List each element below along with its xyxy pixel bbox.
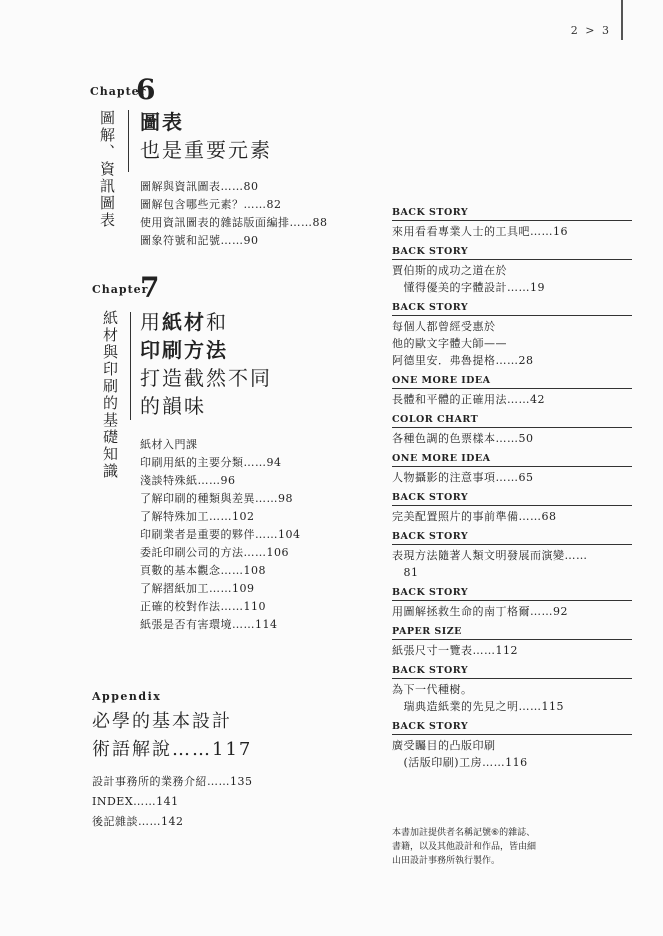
toc-item[interactable]: 使用資訊圖表的雜誌版面編排……88: [140, 216, 328, 229]
sidebar-entry-rule: [392, 427, 632, 428]
chapter7-headline: [140, 308, 272, 420]
sidebar-entry-label: BACK STORY: [392, 207, 469, 218]
chapter7-divider: [130, 312, 131, 420]
toc-item[interactable]: 了解特殊加工……102: [140, 510, 255, 523]
sidebar-entry-label: COLOR CHART: [392, 414, 479, 425]
sidebar-entry-rule: [392, 259, 632, 260]
sidebar-entry-text: 人物攝影的注意事項……65: [392, 471, 534, 484]
toc-item[interactable]: 了解印刷的種類與差異……98: [140, 492, 293, 505]
toc-item[interactable]: 印刷業者是重要的夥伴……104: [140, 528, 301, 541]
toc-item[interactable]: 紙張是否有害環境……114: [140, 618, 278, 631]
chapter6-side-title: 圖解、資訊圖表: [98, 110, 116, 229]
toc-item[interactable]: 頁數的基本觀念……108: [140, 564, 266, 577]
sidebar-entry-rule: [392, 678, 632, 679]
sidebar-entry-rule: [392, 734, 632, 735]
sidebar-entry-text: 長體和平體的正確用法……42: [392, 393, 545, 406]
appendix-toc: [92, 772, 253, 832]
sidebar-entry-text: 用圖解拯救生命的南丁格爾……92: [392, 605, 568, 618]
toc-item[interactable]: 後記雜談……142: [92, 815, 184, 828]
sidebar-entry-rule: [392, 220, 632, 221]
chapter6-toc: [140, 178, 328, 250]
sidebar-entry-rule: [392, 466, 632, 467]
appendix-title-line1: 必學的基本設計: [92, 711, 232, 732]
chapter7-headline-bold2: 印刷方法: [140, 338, 228, 362]
toc-item[interactable]: 圖解與資訊圖表……80: [140, 180, 259, 193]
sidebar-entry-text: 表現方法隨著人類文明發展而演變……: [392, 549, 588, 562]
sidebar-entry-label: BACK STORY: [392, 246, 469, 257]
sidebar-entry-text: 瑞典造紙業的先見之明……115: [392, 700, 564, 713]
sidebar-entry[interactable]: [392, 665, 642, 715]
sidebar-entry[interactable]: [392, 721, 642, 771]
sidebar-entry[interactable]: [392, 587, 642, 620]
sidebar-entry-label: ONE MORE IDEA: [392, 453, 491, 464]
chapter7-toc: [140, 436, 301, 634]
sidebar-entry-text: 各種色調的色票樣本……50: [392, 432, 534, 445]
sidebar-entry-rule: [392, 388, 632, 389]
sidebar-entry-label: BACK STORY: [392, 587, 469, 598]
sidebar-entry-text: 他的歐文字體大師——: [392, 337, 507, 350]
sidebar-entry-label: BACK STORY: [392, 531, 469, 542]
sidebar-entry-text: 阿德里安．弗魯提格……28: [392, 354, 534, 367]
toc-item[interactable]: 印刷用紙的主要分類……94: [140, 456, 282, 469]
chapter6-label: Chapter: [90, 85, 147, 98]
toc-item[interactable]: 紙材入門課: [140, 438, 198, 451]
sidebar-entry-label: BACK STORY: [392, 302, 469, 313]
sidebar-entry-rule: [392, 544, 632, 545]
sidebar-entry-rule: [392, 639, 632, 640]
chapter7-label: Chapter: [92, 283, 149, 296]
toc-item[interactable]: 委託印刷公司的方法……106: [140, 546, 289, 559]
appendix-title-line2: 術語解說……117: [92, 739, 253, 760]
sidebar-entry[interactable]: [392, 453, 642, 486]
appendix-label: Appendix: [92, 690, 162, 703]
sidebar-entry-text: 來用看看專業人士的工具吧……16: [392, 225, 568, 238]
toc-item[interactable]: 淺談特殊紙……96: [140, 474, 236, 487]
page-number: 2 > 3: [570, 24, 611, 37]
page-edge-bar: [621, 0, 623, 40]
sidebar-entry-text: 81: [392, 566, 419, 579]
chapter6-headline-bold: 圖表: [140, 110, 184, 134]
chapter7-headline-bold1: 紙材: [162, 310, 206, 334]
chapter7-side-title: 紙材與印刷的基礎知識: [101, 310, 119, 480]
sidebar-entry[interactable]: [392, 302, 642, 369]
sidebar-entry-text: 完美配置照片的事前準備……68: [392, 510, 557, 523]
footnote: [392, 826, 536, 868]
sidebar-entry-rule: [392, 315, 632, 316]
appendix-title: [92, 708, 252, 764]
sidebar-entry-label: BACK STORY: [392, 721, 469, 732]
sidebar-entry-label: ONE MORE IDEA: [392, 375, 491, 386]
sidebar-entry-rule: [392, 600, 632, 601]
sidebar-entry[interactable]: [392, 207, 642, 240]
sidebar-entry[interactable]: [392, 531, 642, 581]
chapter7-headline-post1: 和: [206, 310, 228, 334]
toc-item[interactable]: 了解摺紙加工……109: [140, 582, 255, 595]
sidebar-entry-text: 紙張尺寸一覽表……112: [392, 644, 518, 657]
sidebar-entry-label: BACK STORY: [392, 492, 469, 503]
footnote-line: 書籍，以及其他設計和作品，皆由細: [392, 842, 537, 852]
sidebar-entry[interactable]: [392, 375, 642, 408]
chapter6-headline-line2: 也是重要元素: [140, 138, 272, 162]
sidebar-entry-rule: [392, 505, 632, 506]
sidebar-entry[interactable]: [392, 626, 642, 659]
sidebar-list: [392, 207, 642, 777]
footnote-line: 山田設計事務所執行製作。: [392, 856, 501, 866]
toc-item[interactable]: INDEX……141: [92, 795, 179, 808]
sidebar-entry[interactable]: [392, 246, 642, 296]
sidebar-entry[interactable]: [392, 414, 642, 447]
chapter6-headline: [140, 108, 272, 164]
chapter7-headline-line4: 的韻味: [140, 394, 206, 418]
chapter7-headline-line3: 打造截然不同: [140, 366, 272, 390]
toc-item[interactable]: 圖解包含哪些元素？……82: [140, 198, 282, 211]
sidebar-entry-label: PAPER SIZE: [392, 626, 462, 637]
footnote-line: 本書加註提供者名稱記號⑥的雜誌、: [392, 828, 536, 838]
toc-item[interactable]: 正確的校對作法……110: [140, 600, 266, 613]
sidebar-entry-text: 懂得優美的字體設計……19: [392, 281, 545, 294]
sidebar-entry-text: 賈伯斯的成功之道在於: [392, 264, 507, 277]
toc-item[interactable]: 圖象符號和記號……90: [140, 234, 259, 247]
sidebar-entry-text: 每個人都曾經受惠於: [392, 320, 496, 333]
sidebar-entry-text: 廣受矚目的凸版印刷: [392, 739, 496, 752]
chapter7-headline-pre: 用: [140, 310, 162, 334]
chapter6-number: 6: [136, 73, 156, 106]
sidebar-entry-label: BACK STORY: [392, 665, 469, 676]
chapter7-number: 7: [140, 271, 160, 304]
sidebar-entry-text: 為下一代種樹。: [392, 683, 473, 696]
sidebar-entry-text: (活版印刷)工房……116: [392, 756, 528, 769]
chapter6-divider: [128, 110, 129, 172]
toc-item[interactable]: 設計事務所的業務介紹……135: [92, 775, 253, 788]
sidebar-entry[interactable]: [392, 492, 642, 525]
